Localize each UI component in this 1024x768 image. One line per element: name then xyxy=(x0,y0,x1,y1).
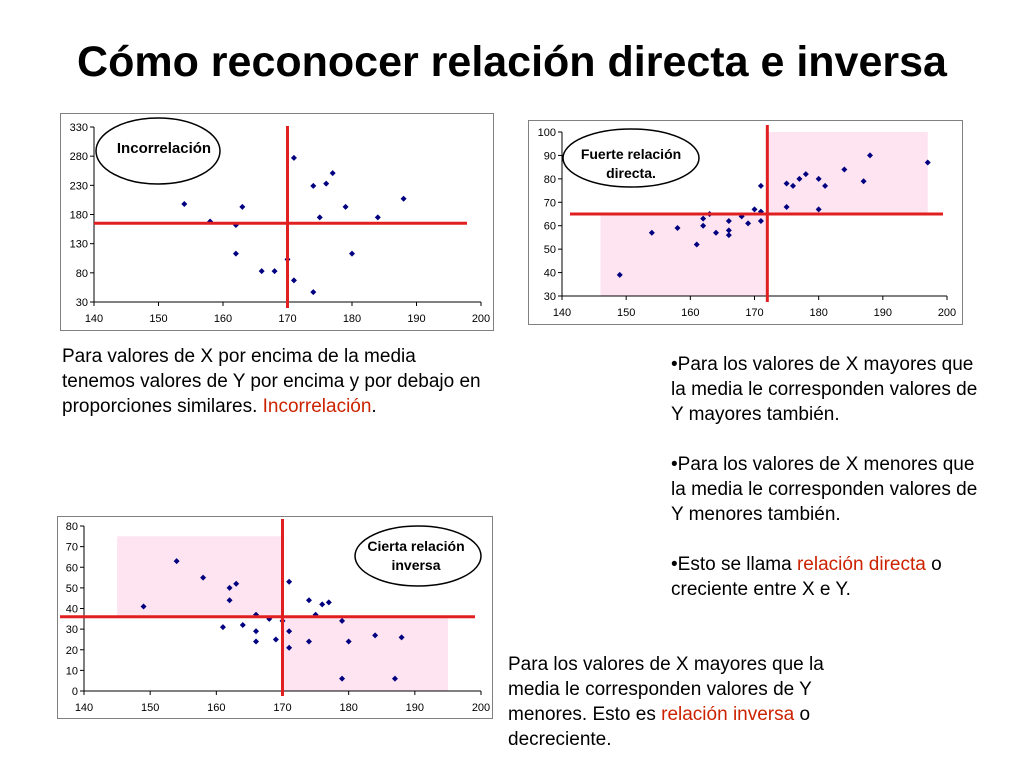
oval-text-incorrelacion: Incorrelación xyxy=(116,140,212,157)
y-tick-label: 80 xyxy=(543,173,556,186)
chart-relacion-directa xyxy=(528,120,963,325)
text-directa-bullet-2: •Para los valores de X menores que la media le corresponden valores de Y menores también. xyxy=(671,454,978,525)
x-tick-label: 190 xyxy=(873,307,893,319)
y-tick-label: 40 xyxy=(65,603,78,616)
y-tick-label: 30 xyxy=(543,291,556,303)
text-incorrelacion-paragraph xyxy=(62,344,482,419)
x-tick-label: 190 xyxy=(407,313,426,325)
shaded-region-2 xyxy=(283,617,448,691)
y-tick-label: 40 xyxy=(543,267,556,280)
y-tick-label: 90 xyxy=(543,150,556,163)
y-tick-label: 0 xyxy=(71,686,78,698)
oval-label-inversa xyxy=(353,537,479,575)
text-incorrelacion-end: . xyxy=(371,396,377,417)
y-tick-label: 70 xyxy=(543,197,556,210)
x-tick-label: 190 xyxy=(405,702,425,714)
text-directa-b3-highlight: relación directa xyxy=(796,554,926,575)
y-tick-label: 230 xyxy=(69,180,88,193)
y-tick-label: 330 xyxy=(69,122,88,134)
x-tick-label: 170 xyxy=(273,702,292,714)
x-tick-label: 140 xyxy=(84,313,104,325)
x-tick-label: 160 xyxy=(207,702,226,714)
x-tick-label: 200 xyxy=(937,307,957,319)
x-tick-label: 180 xyxy=(342,313,362,325)
x-tick-label: 160 xyxy=(213,313,233,325)
text-inversa-highlight: relación inversa xyxy=(661,704,795,725)
y-tick-label: 80 xyxy=(75,267,88,280)
oval-text-inversa: Cierta relación inversa xyxy=(367,538,465,573)
y-tick-label: 70 xyxy=(65,541,78,554)
text-inversa-body: Para los valores de X mayores que la media le corresponden valores de Y menores. Esto es xyxy=(508,654,824,725)
text-incorrelacion xyxy=(62,344,482,419)
x-tick-label: 160 xyxy=(681,307,700,319)
y-tick-label: 280 xyxy=(69,151,88,164)
y-tick-label: 10 xyxy=(65,665,78,678)
y-tick-label: 100 xyxy=(537,127,556,139)
oval-label-directa xyxy=(566,145,696,183)
text-incorrelacion-body: Para valores de X por encima de la media tenemos valores de Y por encima y por debajo en proporciones similares. xyxy=(62,346,481,417)
shaded-region-1 xyxy=(601,214,768,296)
x-tick-label: 200 xyxy=(471,702,491,714)
text-inversa-end: o decreciente. xyxy=(508,704,811,750)
y-tick-label: 80 xyxy=(65,521,78,533)
text-directa-bullet-1: •Para los valores de X mayores que la media le corresponden valores de Y mayores también. xyxy=(671,354,978,425)
page-title: Cómo reconocer relación directa e inversa xyxy=(77,38,947,86)
x-tick-label: 170 xyxy=(745,307,764,319)
y-tick-label: 30 xyxy=(65,624,78,637)
y-tick-label: 50 xyxy=(543,244,556,257)
text-directa-b3-pre: •Esto se llama xyxy=(671,554,797,575)
oval-text-directa: Fuerte relación directa. xyxy=(580,146,682,181)
text-incorrelacion-highlight: Incorrelación xyxy=(262,396,372,417)
text-directa xyxy=(671,352,991,602)
y-tick-label: 180 xyxy=(69,209,88,222)
x-tick-label: 150 xyxy=(140,702,160,714)
y-tick-label: 30 xyxy=(75,297,88,309)
x-tick-label: 170 xyxy=(278,313,297,325)
y-tick-label: 20 xyxy=(65,644,78,657)
x-tick-label: 180 xyxy=(809,307,828,319)
x-tick-label: 150 xyxy=(616,307,636,319)
y-tick-label: 50 xyxy=(65,582,78,595)
oval-label-incorrelacion xyxy=(104,139,224,159)
x-tick-label: 150 xyxy=(149,313,168,325)
x-tick-label: 200 xyxy=(471,313,491,325)
chart-relacion-inversa xyxy=(57,516,493,719)
y-tick-label: 60 xyxy=(65,562,78,575)
text-directa-b3-post: o creciente entre X e Y. xyxy=(671,554,942,600)
x-tick-label: 140 xyxy=(74,702,94,714)
text-inversa-paragraph xyxy=(508,652,880,752)
shaded-region-1 xyxy=(117,536,282,616)
y-tick-label: 60 xyxy=(543,220,556,233)
text-directa-bullet-3 xyxy=(671,552,991,602)
x-tick-label: 180 xyxy=(339,702,358,714)
text-inversa xyxy=(508,652,880,752)
chart-incorrelacion xyxy=(60,113,494,331)
y-tick-label: 130 xyxy=(69,238,88,251)
shaded-region-2 xyxy=(767,132,927,214)
x-tick-label: 140 xyxy=(552,307,572,319)
